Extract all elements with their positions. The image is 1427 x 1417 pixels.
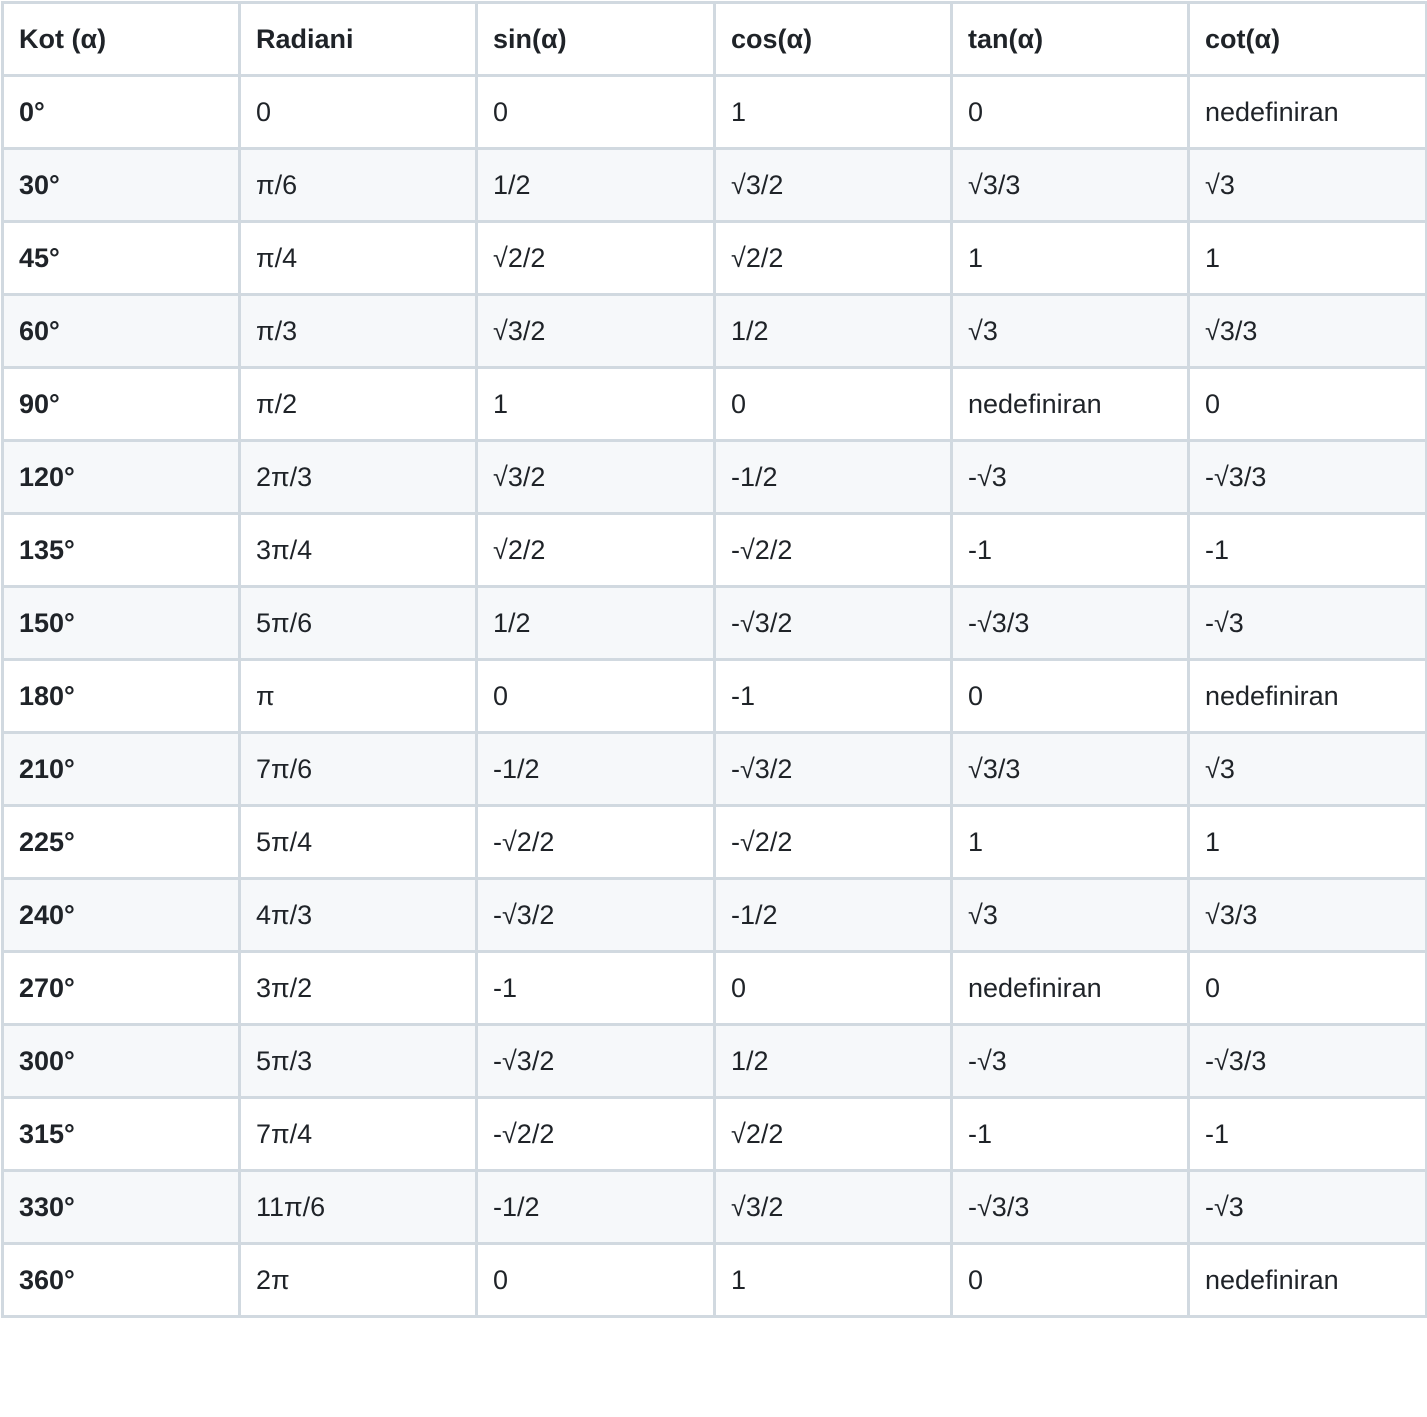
cell-angle: 45°: [3, 222, 240, 295]
cell-sin: -1/2: [477, 1171, 715, 1244]
cell-radians: 5π/4: [240, 806, 477, 879]
header-cos: cos(α): [715, 3, 952, 76]
cell-radians: 5π/6: [240, 587, 477, 660]
cell-angle: 210°: [3, 733, 240, 806]
cell-sin: 1/2: [477, 149, 715, 222]
header-tan: tan(α): [952, 3, 1189, 76]
cell-sin: 0: [477, 1244, 715, 1317]
table-row: [3, 1244, 1427, 1317]
cell-cot: -√3/3: [1189, 441, 1427, 514]
cell-angle: 30°: [3, 149, 240, 222]
cell-tan: -√3: [952, 1025, 1189, 1098]
cell-cos: √3/2: [715, 1171, 952, 1244]
cell-sin: 1/2: [477, 587, 715, 660]
cell-sin: -√2/2: [477, 806, 715, 879]
cell-cot: √3/3: [1189, 295, 1427, 368]
cell-radians: π/6: [240, 149, 477, 222]
cell-radians: 2π: [240, 1244, 477, 1317]
cell-angle: 270°: [3, 952, 240, 1025]
cell-angle: 60°: [3, 295, 240, 368]
cell-cos: 1/2: [715, 1025, 952, 1098]
cell-radians: π/2: [240, 368, 477, 441]
cell-radians: 0: [240, 76, 477, 149]
cell-radians: 3π/4: [240, 514, 477, 587]
table-row: [3, 222, 1427, 295]
cell-radians: 2π/3: [240, 441, 477, 514]
cell-tan: 0: [952, 660, 1189, 733]
cell-cos: √2/2: [715, 222, 952, 295]
cell-tan: √3: [952, 295, 1189, 368]
cell-cos: -1/2: [715, 441, 952, 514]
cell-angle: 360°: [3, 1244, 240, 1317]
cell-angle: 315°: [3, 1098, 240, 1171]
cell-cot: nedefiniran: [1189, 76, 1427, 149]
cell-radians: π/4: [240, 222, 477, 295]
cell-radians: 7π/4: [240, 1098, 477, 1171]
cell-tan: nedefiniran: [952, 368, 1189, 441]
table-row: [3, 149, 1427, 222]
cell-angle: 120°: [3, 441, 240, 514]
cell-sin: -√3/2: [477, 879, 715, 952]
trig-values-table: [1, 1, 1427, 1318]
table-row: [3, 368, 1427, 441]
table-row: [3, 587, 1427, 660]
cell-cos: -√3/2: [715, 733, 952, 806]
cell-angle: 0°: [3, 76, 240, 149]
cell-radians: 5π/3: [240, 1025, 477, 1098]
cell-tan: √3/3: [952, 733, 1189, 806]
cell-angle: 330°: [3, 1171, 240, 1244]
cell-sin: 1: [477, 368, 715, 441]
cell-cot: 0: [1189, 368, 1427, 441]
cell-cos: 0: [715, 952, 952, 1025]
cell-tan: 1: [952, 806, 1189, 879]
cell-sin: -1: [477, 952, 715, 1025]
table-row: [3, 441, 1427, 514]
header-sin: sin(α): [477, 3, 715, 76]
table-row: [3, 660, 1427, 733]
cell-sin: 0: [477, 76, 715, 149]
cell-cos: -√2/2: [715, 806, 952, 879]
cell-cot: 1: [1189, 806, 1427, 879]
cell-tan: 0: [952, 76, 1189, 149]
cell-sin: √2/2: [477, 514, 715, 587]
cell-cos: √3/2: [715, 149, 952, 222]
cell-cos: -1: [715, 660, 952, 733]
cell-cot: 0: [1189, 952, 1427, 1025]
cell-sin: √3/2: [477, 441, 715, 514]
cell-angle: 240°: [3, 879, 240, 952]
cell-tan: 0: [952, 1244, 1189, 1317]
cell-cos: -√3/2: [715, 587, 952, 660]
table-row: [3, 1025, 1427, 1098]
cell-cot: √3/3: [1189, 879, 1427, 952]
table-row: [3, 514, 1427, 587]
cell-radians: π/3: [240, 295, 477, 368]
cell-angle: 150°: [3, 587, 240, 660]
cell-cot: 1: [1189, 222, 1427, 295]
cell-cot: -√3/3: [1189, 1025, 1427, 1098]
cell-sin: √2/2: [477, 222, 715, 295]
cell-sin: -1/2: [477, 733, 715, 806]
cell-radians: π: [240, 660, 477, 733]
cell-cos: -1/2: [715, 879, 952, 952]
cell-tan: -√3/3: [952, 1171, 1189, 1244]
cell-cot: nedefiniran: [1189, 660, 1427, 733]
cell-cot: √3: [1189, 149, 1427, 222]
header-radians: Radiani: [240, 3, 477, 76]
cell-cos: 0: [715, 368, 952, 441]
cell-angle: 135°: [3, 514, 240, 587]
header-row: [3, 3, 1427, 76]
header-angle: Kot (α): [3, 3, 240, 76]
cell-angle: 180°: [3, 660, 240, 733]
cell-radians: 3π/2: [240, 952, 477, 1025]
table-row: [3, 76, 1427, 149]
table-row: [3, 1098, 1427, 1171]
cell-tan: nedefiniran: [952, 952, 1189, 1025]
table-row: [3, 733, 1427, 806]
table-row: [3, 879, 1427, 952]
cell-radians: 7π/6: [240, 733, 477, 806]
cell-cos: √2/2: [715, 1098, 952, 1171]
cell-tan: -1: [952, 1098, 1189, 1171]
cell-tan: -1: [952, 514, 1189, 587]
cell-sin: -√3/2: [477, 1025, 715, 1098]
table-row: [3, 806, 1427, 879]
cell-sin: -√2/2: [477, 1098, 715, 1171]
cell-cos: 1/2: [715, 295, 952, 368]
cell-radians: 4π/3: [240, 879, 477, 952]
cell-cot: -√3: [1189, 587, 1427, 660]
cell-cot: √3: [1189, 733, 1427, 806]
cell-tan: √3: [952, 879, 1189, 952]
cell-cos: 1: [715, 76, 952, 149]
cell-angle: 225°: [3, 806, 240, 879]
cell-tan: -√3/3: [952, 587, 1189, 660]
cell-radians: 11π/6: [240, 1171, 477, 1244]
cell-sin: 0: [477, 660, 715, 733]
table-row: [3, 952, 1427, 1025]
cell-cos: -√2/2: [715, 514, 952, 587]
cell-cot: -1: [1189, 1098, 1427, 1171]
cell-sin: √3/2: [477, 295, 715, 368]
cell-tan: √3/3: [952, 149, 1189, 222]
cell-tan: -√3: [952, 441, 1189, 514]
cell-cot: -√3: [1189, 1171, 1427, 1244]
table-row: [3, 295, 1427, 368]
cell-angle: 300°: [3, 1025, 240, 1098]
cell-cos: 1: [715, 1244, 952, 1317]
table-row: [3, 1171, 1427, 1244]
cell-cot: nedefiniran: [1189, 1244, 1427, 1317]
cell-cot: -1: [1189, 514, 1427, 587]
header-cot: cot(α): [1189, 3, 1427, 76]
cell-tan: 1: [952, 222, 1189, 295]
cell-angle: 90°: [3, 368, 240, 441]
